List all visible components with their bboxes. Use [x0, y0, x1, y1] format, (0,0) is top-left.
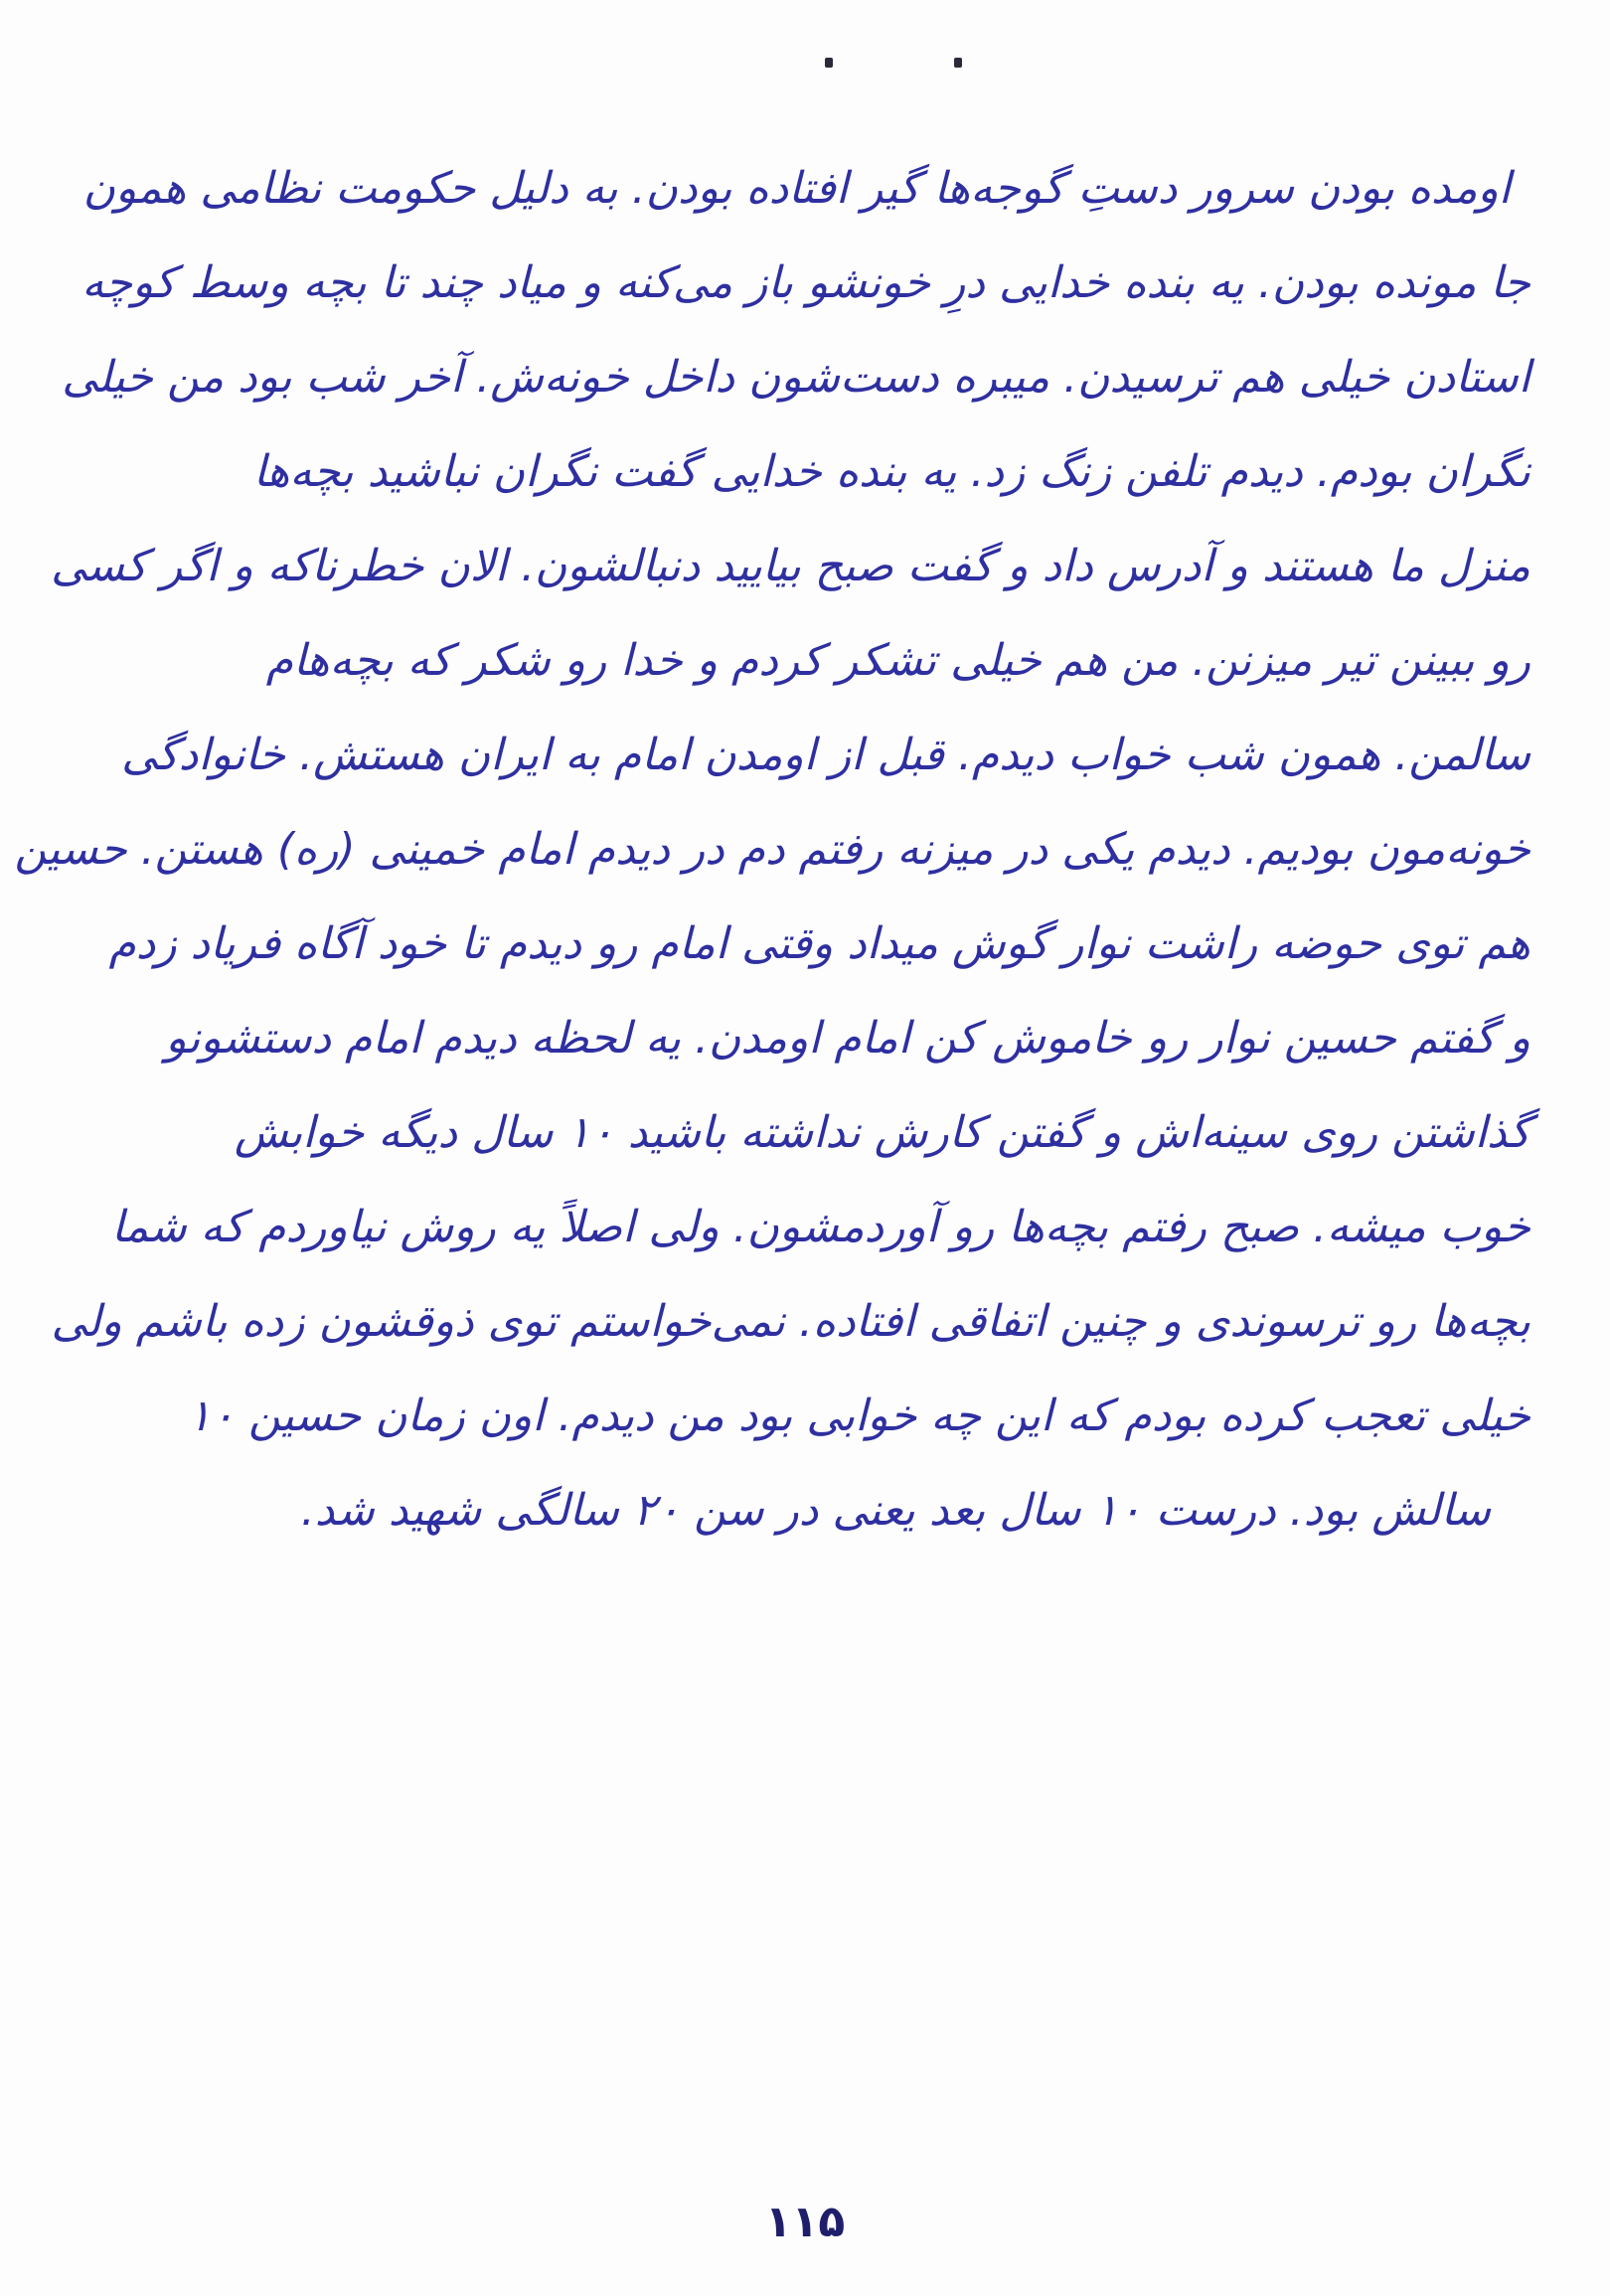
text-line: جا مونده بودن. یه بنده خدایی درِ خونشو باز می‌کنه و میاد چند تا بچه وسط کوچه [81, 257, 1530, 308]
text-line: خونه‌مون بودیم. دیدم یکی در میزنه رفتم دم در دیدم امام خمینی (ره) هستن. حسین [14, 824, 1530, 875]
text-line: هم توی حوضه راشت نوار گوش میداد وقتی امام رو دیدم تا خود آگاه فریاد زدم [108, 918, 1530, 969]
text-line: منزل ما هستند و آدرس داد و گفت صبح بیایید دنبالشون. الان خطرناکه و اگر کسی [51, 541, 1530, 591]
text-line: خوب میشه. صبح رفتم بچه‌ها رو آوردمشون. ولی اصلاً یه روش نیاوردم که شما [111, 1202, 1530, 1252]
binding-mark [954, 58, 962, 68]
text-line: سالمن. همون شب خواب دیدم. قبل از اومدن امام به ایران هستش. خانوادگی [121, 730, 1530, 780]
text-line: سالش بود. درست ۱۰ سال بعد یعنی در سن ۲۰ سالگی شهید شد. [300, 1485, 1491, 1536]
page-number: ۱۱۵ [764, 2197, 846, 2247]
text-line: استادن خیلی هم ترسیدن. میبره دست‌شون داخل خونه‌ش. آخر شب بود من خیلی [62, 352, 1530, 403]
handwritten-text-block [14, 119, 1550, 1536]
text-line: گذاشتن روی سینه‌اش و گفتن کارش نداشته باشید ۱۰ سال دیگه خوابش [234, 1107, 1530, 1158]
text-line: بچه‌ها رو ترسوندی و چنین اتفاقی افتاده. نمی‌خواستم توی ذوقشون زده باشم ولی [51, 1296, 1530, 1347]
text-line: اومده بودن سرور دستِ گوجه‌ها گیر افتاده بودن. به دلیل حکومت نظامی همون [82, 163, 1511, 214]
binding-mark [825, 58, 833, 68]
text-line: و گفتم حسین نوار رو خاموش کن امام اومدن. یه لحظه دیدم امام دستشونو [165, 1013, 1530, 1064]
text-line: نگران بودم. دیدم تلفن زنگ زد. یه بنده خدایی گفت نگران نباشید بچه‌ها [252, 446, 1530, 497]
text-line: رو ببینن تیر میزنن. من هم خیلی تشکر کردم و خدا رو شکر که بچه‌هام [265, 635, 1530, 686]
text-line: خیلی تعجب کرده بودم که این چه خوابی بود من دیدم. اون زمان حسین ۱۰ [187, 1391, 1530, 1441]
top-binding-marks [815, 58, 974, 72]
